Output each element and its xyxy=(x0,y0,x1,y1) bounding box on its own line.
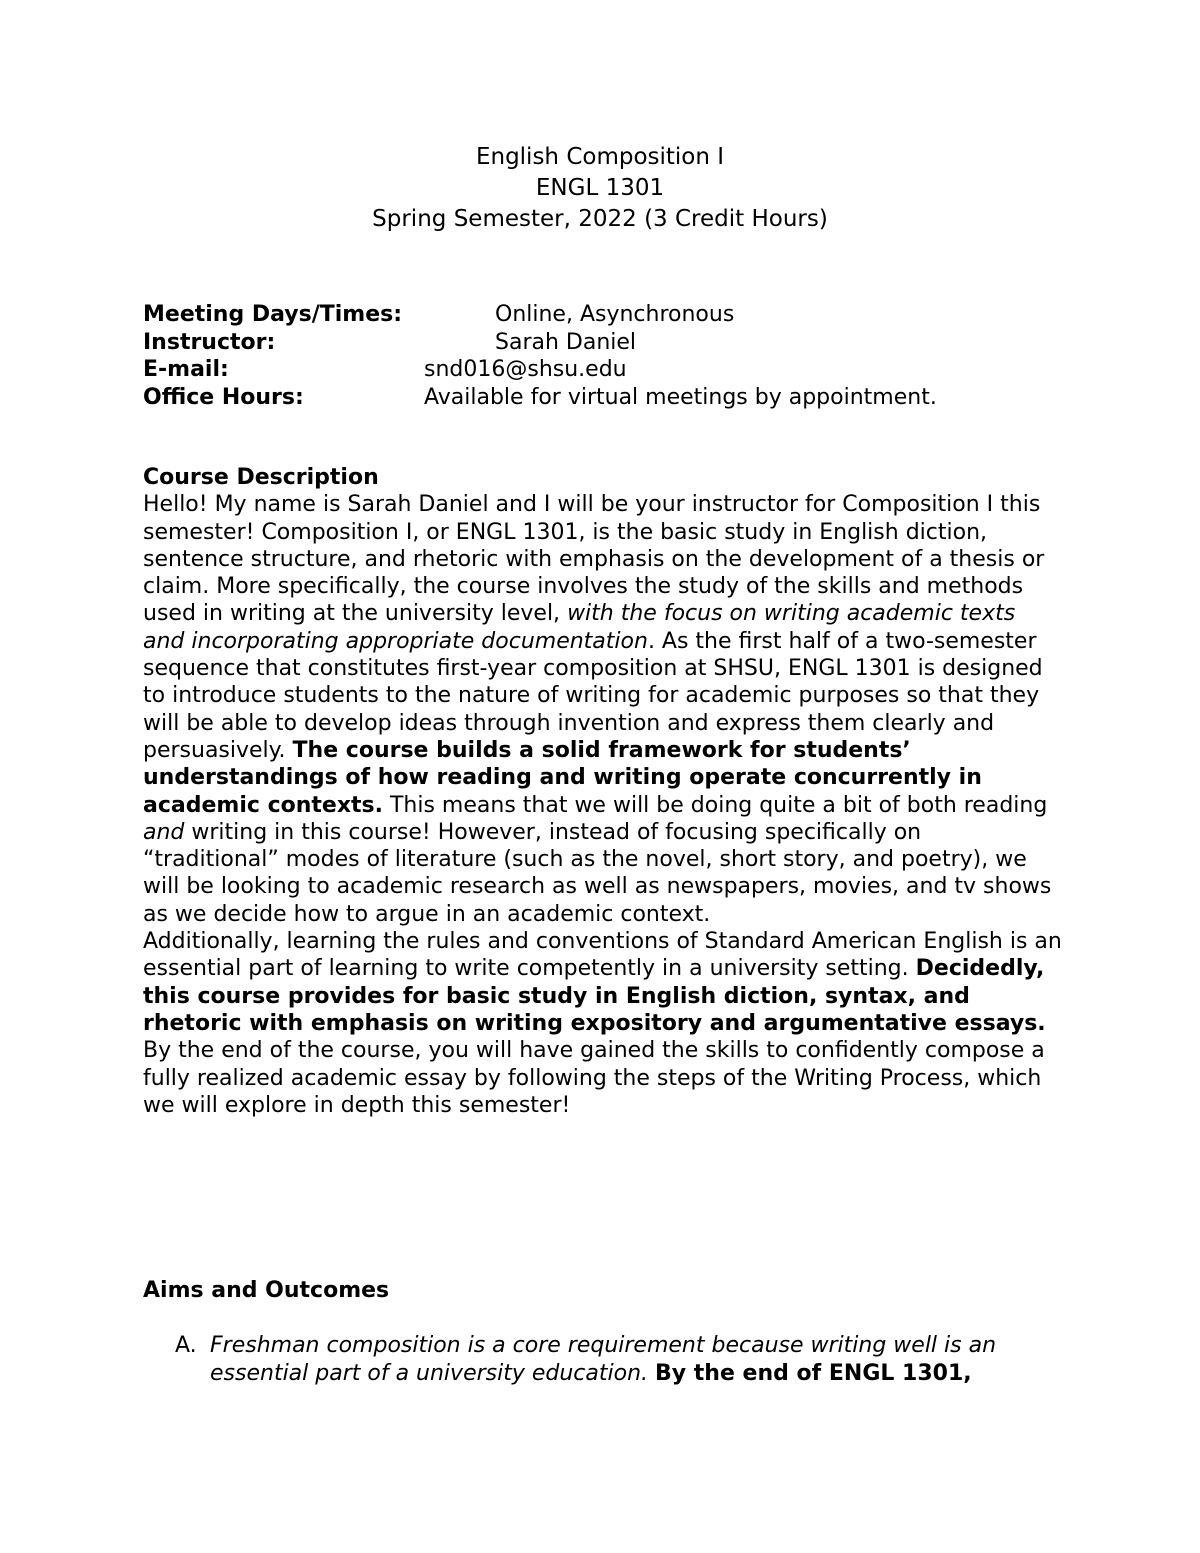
p1-text-3: This means that we will be doing quite a bit of both reading xyxy=(382,792,1048,818)
p1-text-4: writing in this course! However, instead of focusing specifically on “traditional” modes of literature (such as the novel, short story, and poetry), we will be looking to academic research as well as newspapers, movies, and tv shows as we decide how to argue in an academic context. xyxy=(143,819,1052,927)
course-term: Spring Semester, 2022 (3 Credit Hours) xyxy=(372,206,828,232)
list-marker: A. xyxy=(175,1333,197,1358)
p2-text-1: Additionally, learning the rules and conventions of Standard American English is an essential part of learning to write competently in a university setting. xyxy=(143,929,1062,982)
instructor-row xyxy=(143,329,1103,357)
office-hours-value: Available for virtual meetings by appointment. xyxy=(424,384,937,410)
course-code: ENGL 1301 xyxy=(535,175,665,201)
p1-italic-1: with the focus on writing academic texts and incorporating appropriate documentation xyxy=(143,601,1016,654)
aim-bold-text: By the end of ENGL 1301, xyxy=(655,1361,972,1386)
description-paragraph-2 xyxy=(143,928,1063,1037)
office-hours-label: Office Hours: xyxy=(143,384,304,410)
office-hours-row xyxy=(143,384,1103,412)
p1-bold: The course builds a solid framework for students’ understandings of how reading and writing operate concurrently in academic contexts. xyxy=(143,737,982,818)
instructor-label: Instructor: xyxy=(143,329,276,355)
p1-text-2: . As the first half of a two-semester sequence that constitutes first-year composition at SHSU, ENGL 1301 is designed to introduce students to the nature of writing for academic purposes so that they will be able to develop ideas through invention and express them clearly and persuasively. xyxy=(143,628,1043,763)
course-info xyxy=(143,301,1103,411)
p2-bold: Decidedly, this course provides for basic study in English diction, syntax, and rhetoric with emphasis on writing expository and argumentative essays. xyxy=(143,956,1046,1036)
description-paragraph-3: By the end of the course, you will have gained the skills to confidently compose a fully realized academic essay by following the steps of the Writing Process, which we will explore in depth this semester! xyxy=(143,1038,1045,1118)
email-label: E-mail: xyxy=(143,357,229,382)
aim-italic-text: Freshman composition is a core requirement because writing well is an essential part of a university education. xyxy=(210,1333,997,1386)
aims-list xyxy=(143,1332,1063,1388)
p1-italic-2: and xyxy=(143,819,185,845)
meeting-label: Meeting Days/Times: xyxy=(143,302,403,327)
p1-text-1: Hello! My name is Sarah Daniel and I will be your instructor for Composition I this semester! Composition I, or ENGL 1301, is the basic study in English diction, sentence structure, and rhetoric with emphasis on the development of a thesis or claim. More specifically, the course involves the study of the skills and methods used in writing at the university level, xyxy=(143,492,1045,627)
aims-heading: Aims and Outcomes xyxy=(143,1278,390,1303)
instructor-value: Sarah Daniel xyxy=(495,329,637,355)
course-header xyxy=(0,142,1200,235)
meeting-value: Online, Asynchronous xyxy=(495,302,735,327)
list-item xyxy=(143,1332,1063,1388)
email-row xyxy=(143,356,1103,384)
description-paragraph-1 xyxy=(143,491,1063,928)
course-description-heading: Course Description xyxy=(143,465,379,490)
course-title: English Composition I xyxy=(475,144,725,170)
course-description xyxy=(143,464,1063,1119)
email-value[interactable]: snd016@shsu.edu xyxy=(424,357,627,382)
meeting-row xyxy=(143,301,1103,329)
